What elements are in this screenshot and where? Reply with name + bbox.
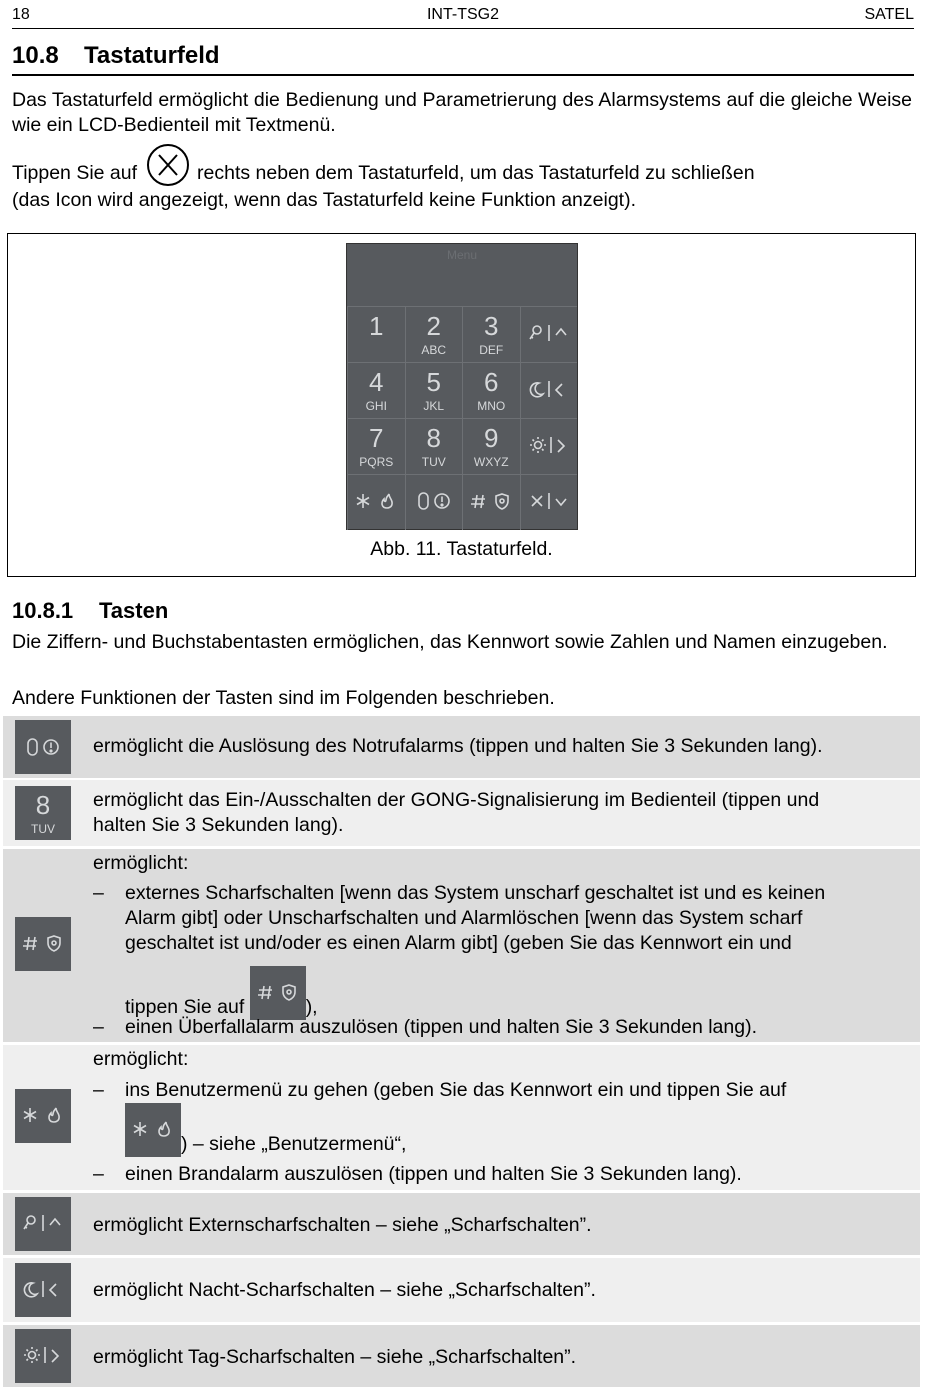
row-night-text: ermöglicht Nacht-Scharfschalten – siehe „Scharfschalten”. <box>93 1279 596 1301</box>
row-gong-text <box>93 788 910 838</box>
row-gong-line1: ermöglicht das Ein-/Ausschalten der GONG-Signalisierung im Bedienteil (tippen und <box>93 789 820 811</box>
sun-right-icon <box>521 419 578 475</box>
key-letters: ABC <box>421 343 447 357</box>
key-row-day <box>3 1325 920 1387</box>
key-arm-up-key-icon <box>15 1197 71 1251</box>
close-note <box>12 160 912 213</box>
key-digit: 5 <box>426 367 441 397</box>
figure-caption: Abb. 11. Tastaturfeld. <box>370 538 553 560</box>
zero-alarm-key-icon <box>15 720 71 774</box>
key-row-panic <box>3 716 920 778</box>
zero-alarm-icon <box>406 475 463 531</box>
key-row-hash <box>3 849 920 1042</box>
bullet-dash: – <box>93 1016 104 1038</box>
bullet-dash: – <box>93 882 104 904</box>
subsection-title: Tasten <box>99 598 169 623</box>
key-digit: 1 <box>369 311 384 341</box>
keypad-menu-label: Menu <box>446 248 478 262</box>
key-8-icon <box>15 786 71 840</box>
key-3[interactable] <box>462 306 520 362</box>
star-fire-key-icon <box>15 1089 71 1143</box>
key-arm-up[interactable] <box>520 306 578 362</box>
row-star-head: ermöglicht: <box>93 1048 189 1070</box>
row-gong-line2: halten Sie 3 Sekunden lang). <box>93 814 344 836</box>
star-fire-inline-icon <box>125 1103 181 1157</box>
key-letters: PQRS <box>359 455 394 469</box>
key-digit: 6 <box>484 367 499 397</box>
key-row-star <box>3 1045 920 1190</box>
tasten-paragraph-1: Die Ziffern- und Buchstabentasten ermöglichen, das Kennwort sowie Zahlen und Namen einzugeben. <box>12 631 888 653</box>
close-note-before: Tippen Sie auf <box>12 162 138 185</box>
section-number: 10.8 <box>12 42 59 69</box>
key-digit: 2 <box>426 311 441 341</box>
hash-shield-inline-icon <box>250 966 306 1020</box>
hash-shield-icon <box>463 475 520 531</box>
section-title: Tastaturfeld <box>84 42 220 69</box>
key-arm-up-icon <box>521 307 578 363</box>
key-letters: DEF <box>479 343 504 357</box>
key-6[interactable] <box>462 362 520 418</box>
key-8[interactable] <box>405 418 463 474</box>
key-letters: GHI <box>365 399 387 413</box>
row-arm-text: ermöglicht Externscharfschalten – siehe „Scharfschalten”. <box>93 1214 592 1236</box>
star-fire-icon <box>348 475 405 531</box>
x-down-icon <box>521 475 578 531</box>
key-digit: 8 <box>426 423 441 453</box>
figure-box <box>7 233 916 577</box>
key-day-right[interactable] <box>520 418 578 474</box>
sun-right-key-icon <box>15 1329 71 1383</box>
key-night-left[interactable] <box>520 362 578 418</box>
bullet-dash: – <box>93 1163 104 1185</box>
key-row-night <box>3 1258 920 1322</box>
key-letters: TUV <box>421 455 446 469</box>
bullet-line: externes Scharfschalten [wenn das System unscharf geschaltet ist und es keinen <box>125 882 826 904</box>
row-hash-head: ermöglicht: <box>93 852 189 874</box>
key-1[interactable] <box>347 306 405 362</box>
tasten-paragraph-2: Andere Funktionen der Tasten sind im Folgenden beschrieben. <box>12 687 555 709</box>
key-7[interactable] <box>347 418 405 474</box>
key-4[interactable] <box>347 362 405 418</box>
close-note-line2: (das Icon wird angezeigt, wenn das Tastaturfeld keine Funktion anzeigt). <box>12 189 636 211</box>
key-star-fire[interactable] <box>347 474 405 530</box>
key-digit: 7 <box>369 423 384 453</box>
key-2[interactable] <box>405 306 463 362</box>
key-digit: 3 <box>484 311 499 341</box>
intro-paragraph: Das Tastaturfeld ermöglicht die Bedienung und Parametrierung des Alarmsystems auf die gleiche Weise wie ein LCD-Bedienteil mit Textmenü. <box>12 89 912 136</box>
key-letters: WXYZ <box>473 455 509 469</box>
key-x-down[interactable] <box>520 474 578 530</box>
row-day-text: ermöglicht Tag-Scharfschalten – siehe „Scharfschalten”. <box>93 1346 577 1368</box>
bullet-line: Alarm gibt] oder Unscharfschalten und Alarmlöschen [wenn das System scharf <box>125 907 803 929</box>
key-row-gong <box>3 780 920 846</box>
close-circle-icon <box>147 144 189 186</box>
doc-title: INT-TSG2 <box>426 6 499 23</box>
bullet-line-end: ) – siehe „Benutzermenü“, <box>181 1133 407 1155</box>
brand-name: SATEL <box>864 6 914 23</box>
key-digit: 4 <box>369 367 384 397</box>
page-number: 18 <box>12 6 30 23</box>
close-note-after: rechts neben dem Tastaturfeld, um das Tastaturfeld zu schließen <box>197 162 755 185</box>
bullet-line: tippen Sie auf <box>125 996 245 1018</box>
key-5[interactable] <box>405 362 463 418</box>
key-letters: TUV <box>31 822 55 836</box>
moon-left-icon <box>521 363 578 419</box>
bullet-dash: – <box>93 1079 104 1101</box>
keypad-grid <box>347 306 577 530</box>
bullet-line-end: ), <box>305 996 318 1018</box>
section-heading <box>12 42 914 76</box>
bullet-line: geschaltet ist und/oder es einen Alarm gibt] (geben Sie das Kennwort ein und <box>125 932 792 954</box>
page-header <box>12 6 914 29</box>
key-zero-alarm[interactable] <box>405 474 463 530</box>
key-letters: JKL <box>423 399 445 413</box>
key-9[interactable] <box>462 418 520 474</box>
key-digit: 8 <box>35 790 51 820</box>
bullet-line: ins Benutzermenü zu gehen (geben Sie das Kennwort ein und tippen Sie auf <box>125 1079 787 1101</box>
bullet-text: einen Überfallalarm auszulösen (tippen und halten Sie 3 Sekunden lang). <box>125 1016 757 1038</box>
subsection-heading <box>12 598 168 624</box>
subsection-number: 10.8.1 <box>12 598 74 623</box>
bullet-text: einen Brandalarm auszulösen (tippen und halten Sie 3 Sekunden lang). <box>125 1163 742 1185</box>
keypad <box>346 243 578 530</box>
key-letters: MNO <box>477 399 506 413</box>
hash-shield-key-icon <box>15 917 71 971</box>
moon-left-key-icon <box>15 1263 71 1317</box>
key-digit: 9 <box>484 423 499 453</box>
row-panic-text: ermöglicht die Auslösung des Notrufalarms (tippen und halten Sie 3 Sekunden lang). <box>93 735 823 757</box>
key-hash-shield[interactable] <box>462 474 520 530</box>
key-row-arm <box>3 1193 920 1255</box>
